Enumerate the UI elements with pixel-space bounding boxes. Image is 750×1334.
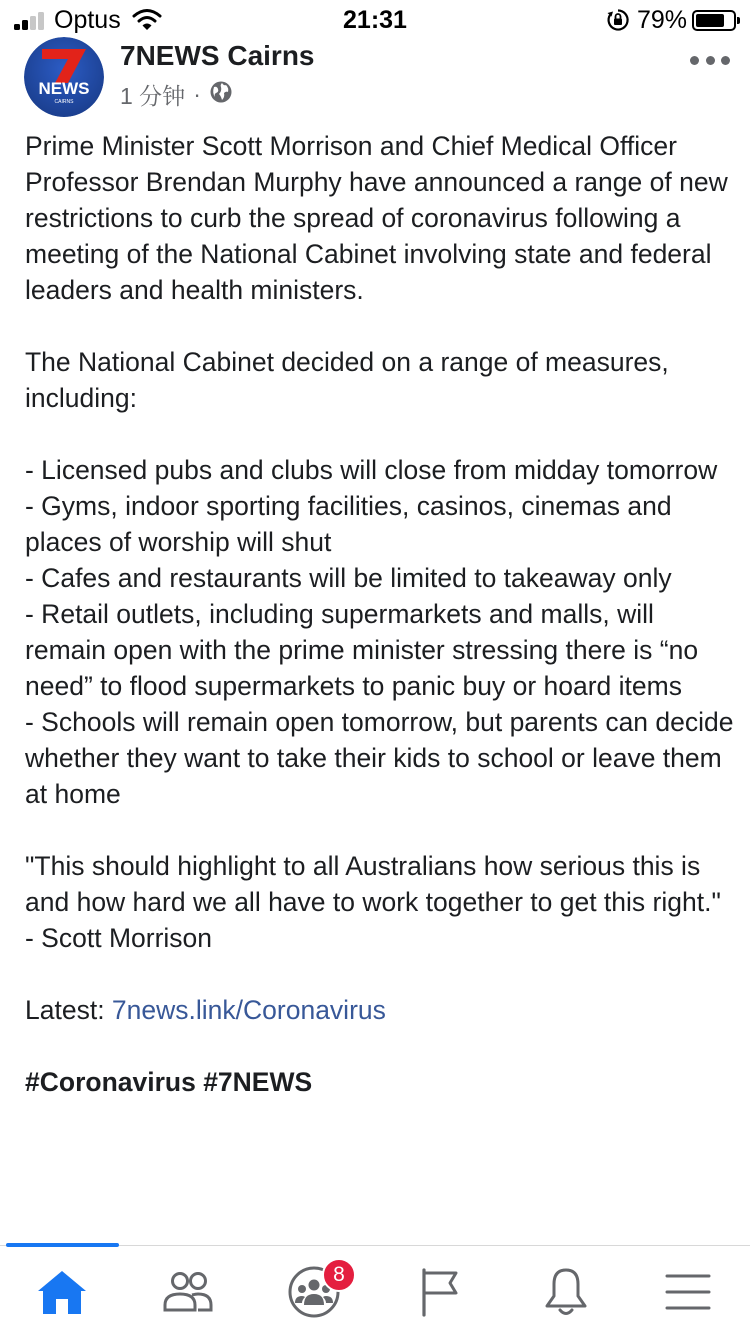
page-name[interactable]: 7NEWS Cairns: [120, 40, 315, 71]
latest-link[interactable]: 7news.link/Coronavirus: [111, 995, 386, 1025]
tab-pages[interactable]: [410, 1264, 470, 1320]
measure-item: - Retail outlets, including supermarkets and malls, will remain open with the prime minister stressing there is “no need” to flood supermarkets to panic buy or hoard items: [25, 599, 706, 701]
friends-icon: [162, 1270, 214, 1314]
post-quote: "This should highlight to all Australians how serious this is and how hard we all have to work together to get this right." - Scott Morrison: [25, 851, 729, 953]
tab-friends[interactable]: [158, 1264, 218, 1320]
post-meta: [120, 78, 233, 111]
measure-item: - Gyms, indoor sporting facilities, casinos, cinemas and places of worship will shut: [25, 491, 679, 557]
measure-item: - Cafes and restaurants will be limited to takeaway only: [25, 563, 672, 593]
globe-icon: [209, 80, 233, 110]
clock: 21:31: [343, 6, 407, 34]
bottom-tab-bar: [0, 1245, 750, 1334]
home-icon: [36, 1268, 88, 1316]
tab-notifications[interactable]: [536, 1264, 596, 1320]
tab-menu[interactable]: [658, 1264, 718, 1320]
post-body: [25, 128, 741, 1100]
tab-home[interactable]: [32, 1264, 92, 1320]
active-tab-indicator: [6, 1243, 119, 1247]
logo-text: NEWS: [38, 79, 90, 98]
carrier-name: Optus: [54, 6, 121, 34]
measure-item: - Licensed pubs and clubs will close from midday tomorrow: [25, 455, 718, 485]
latest-label: Latest:: [25, 995, 112, 1025]
orientation-lock-icon: [606, 8, 630, 37]
battery-percent: 79%: [637, 6, 688, 34]
logo-subtext: CAIRNS: [54, 99, 74, 105]
post-hashtags[interactable]: #Coronavirus #7NEWS: [25, 1067, 313, 1097]
status-bar: [0, 0, 750, 40]
battery-icon: [692, 10, 736, 31]
post-paragraph: The National Cabinet decided on a range of measures, including:: [25, 347, 677, 413]
measure-item: - Schools will remain open tomorrow, but parents can decide whether they want to take their kids to school or leave them at home: [25, 707, 741, 809]
page-avatar[interactable]: [24, 37, 104, 117]
latest-line: [25, 992, 737, 1028]
pages-flag-icon: [418, 1267, 462, 1317]
post-paragraph: Prime Minister Scott Morrison and Chief Medical Officer Professor Brendan Murphy have announced a range of new restrictions to curb the spread of coronavirus following a meeting of the National Cabinet involving state and federal leaders and health ministers.: [25, 131, 736, 305]
7news-logo: [24, 37, 104, 117]
groups-badge: 8: [322, 1258, 356, 1292]
bell-icon: [544, 1266, 588, 1318]
meta-separator: ·: [193, 81, 201, 107]
more-options-icon[interactable]: [690, 50, 730, 70]
post-timestamp[interactable]: 1 分钟: [120, 83, 186, 109]
tab-groups[interactable]: [284, 1264, 344, 1320]
menu-icon: [665, 1272, 711, 1312]
